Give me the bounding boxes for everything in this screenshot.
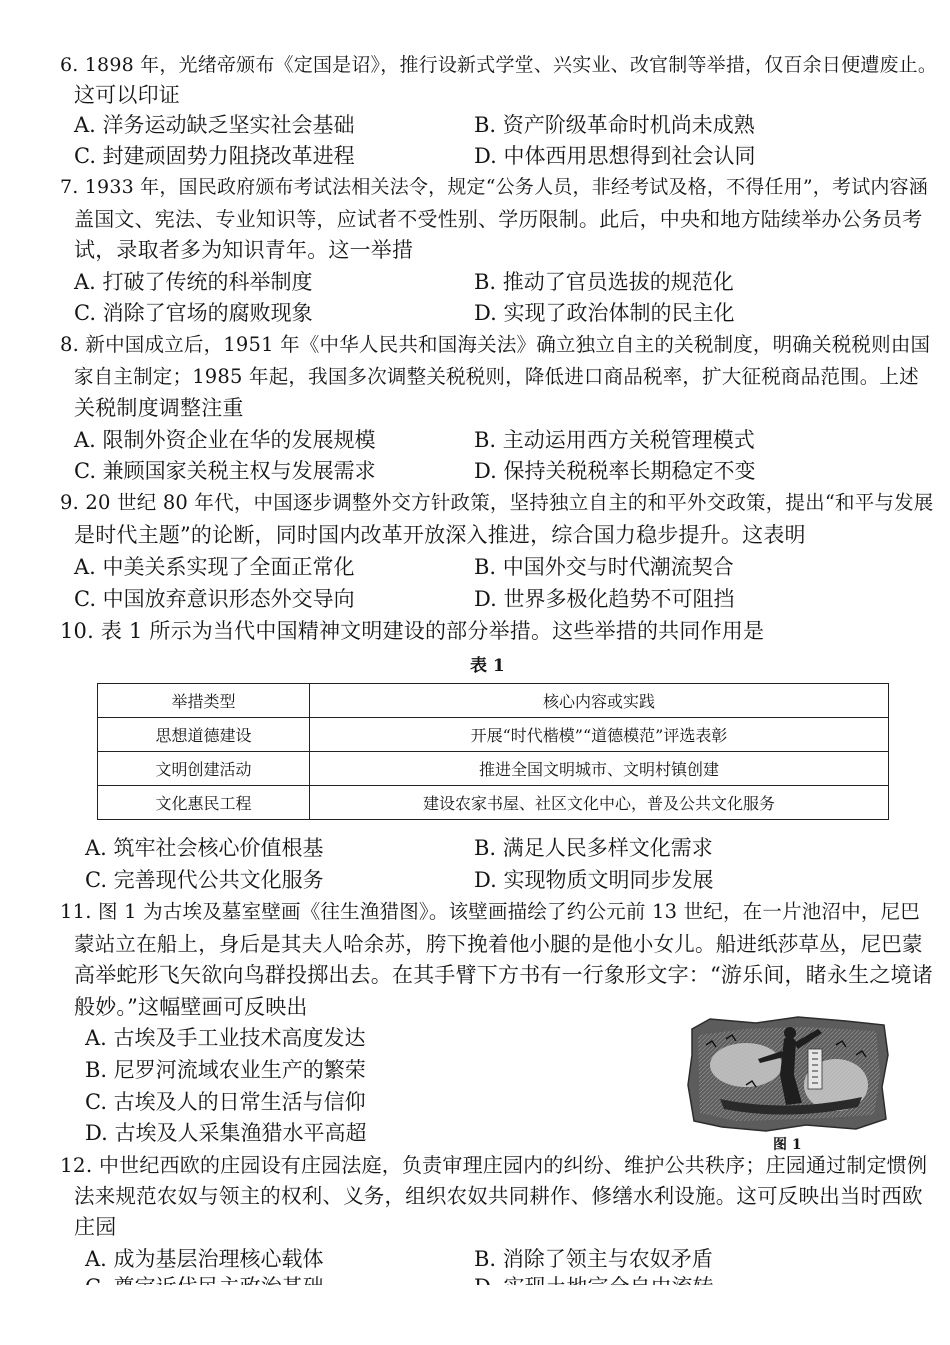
q6-option-b: B. 资产阶级革命时机尚未成熟 bbox=[474, 113, 755, 137]
q8-option-a: A. 限制外资企业在华的发展规模 bbox=[74, 428, 376, 452]
table-cell: 文化惠民工程 bbox=[98, 786, 310, 820]
q9-option-c: C. 中国放弃意识形态外交导向 bbox=[74, 587, 355, 611]
q11-stem-line-1: 11. 图 1 为古埃及墓室壁画《往生渔猎图》。该壁画描绘了约公元前 13 世纪，在一片池沼中，尼巴 bbox=[60, 900, 920, 923]
table-cell: 文明创建活动 bbox=[98, 752, 310, 786]
table-row bbox=[98, 752, 889, 786]
q11-option-d: D. 古埃及人采集渔猎水平高超 bbox=[85, 1121, 367, 1145]
q10-option-b: B. 满足人民多样文化需求 bbox=[474, 836, 713, 860]
q8-stem-line-1: 8. 新中国成立后，1951 年《中华人民共和国海关法》确立独立自主的关税制度，明确关税税则由国 bbox=[60, 333, 931, 356]
q6-option-c: C. 封建顽固势力阻挠改革进程 bbox=[74, 144, 355, 168]
q10-option-c: C. 完善现代公共文化服务 bbox=[85, 868, 324, 892]
q12-option-b: B. 消除了领主与农奴矛盾 bbox=[474, 1247, 713, 1271]
fresco-illustration bbox=[686, 1015, 891, 1133]
q7-option-b: B. 推动了官员选拔的规范化 bbox=[474, 270, 734, 294]
q7-option-c: C. 消除了官场的腐败现象 bbox=[74, 301, 313, 325]
figure-caption: 图 1 bbox=[773, 1137, 802, 1153]
q10-stem-line-1: 10. 表 1 所示为当代中国精神文明建设的部分举措。这些举措的共同作用是 bbox=[60, 619, 765, 643]
table-header-cell: 举措类型 bbox=[98, 684, 310, 718]
q8-option-c: C. 兼顾国家关税主权与发展需求 bbox=[74, 459, 376, 483]
q10-option-d: D. 实现物质文明同步发展 bbox=[474, 868, 714, 892]
q6-option-a: A. 洋务运动缺乏坚实社会基础 bbox=[74, 113, 355, 137]
q8-stem-line-3: 关税制度调整注重 bbox=[74, 396, 244, 420]
q9-stem-line-1: 9. 20 世纪 80 年代，中国逐步调整外交方针政策，坚持独立自主的和平外交政策，提出“和平与发展 bbox=[60, 491, 934, 514]
q11-option-a: A. 古埃及手工业技术高度发达 bbox=[85, 1026, 366, 1050]
table-header-row bbox=[98, 684, 889, 718]
q10-option-a: A. 筑牢社会核心价值根基 bbox=[85, 836, 324, 860]
q8-option-b: B. 主动运用西方关税管理模式 bbox=[474, 428, 755, 452]
q8-option-d: D. 保持关税税率长期稳定不变 bbox=[474, 459, 756, 483]
fresco-image bbox=[686, 1015, 891, 1133]
q9-stem-line-2: 是时代主题”的论断，同时国内改革开放深入推进，综合国力稳步提升。这表明 bbox=[74, 523, 806, 547]
q11-stem-line-4: 般妙。”这幅壁画可反映出 bbox=[74, 995, 308, 1019]
table-cell: 思想道德建设 bbox=[98, 718, 310, 752]
q7-stem-line-2: 盖国文、宪法、专业知识等，应试者不受性别、学历限制。此后，中央和地方陆续举办公务员考 bbox=[74, 207, 923, 231]
q6-option-d: D. 中体西用思想得到社会认同 bbox=[474, 144, 756, 168]
q7-stem-line-1: 7. 1933 年，国民政府颁布考试法相关法令，规定“公务人员，非经考试及格，不得任用”，考试内容涵 bbox=[60, 176, 928, 198]
measures-table bbox=[97, 683, 889, 820]
q8-stem-line-2: 家自主制定；1985 年起，我国多次调整关税税则，降低进口商品税率，扩大征税商品范围。上述 bbox=[74, 365, 919, 388]
table-cell: 建设农家书屋、社区文化中心，普及公共文化服务 bbox=[310, 786, 889, 820]
table-caption: 表 1 bbox=[470, 656, 505, 676]
table-header-cell: 核心内容或实践 bbox=[310, 684, 889, 718]
q7-option-a: A. 打破了传统的科举制度 bbox=[74, 270, 313, 294]
q7-stem-line-3: 试，录取者多为知识青年。这一举措 bbox=[74, 238, 414, 262]
q9-option-d: D. 世界多极化趋势不可阻挡 bbox=[474, 587, 735, 611]
q11-stem-line-2: 蒙站立在船上，身后是其夫人哈余苏，胯下挽着他小腿的是他小女儿。船进纸莎草丛，尼巴蒙 bbox=[74, 932, 923, 956]
table-row bbox=[98, 718, 889, 752]
q12-stem-line-1: 12. 中世纪西欧的庄园设有庄园法庭，负责审理庄园内的纠纷、维护公共秩序；庄园通过制定惯例 bbox=[60, 1153, 928, 1177]
q9-option-b: B. 中国外交与时代潮流契合 bbox=[474, 555, 734, 579]
page-bottom-edge bbox=[0, 1285, 950, 1345]
q11-option-c: C. 古埃及人的日常生活与信仰 bbox=[85, 1090, 366, 1114]
table-cell: 推进全国文明城市、文明村镇创建 bbox=[310, 752, 889, 786]
q12-option-a: A. 成为基层治理核心载体 bbox=[85, 1247, 324, 1271]
table-cell: 开展“时代楷模”“道德模范”评选表彰 bbox=[310, 718, 889, 752]
q6-stem-line-2: 这可以印证 bbox=[74, 83, 180, 107]
q11-stem-line-3: 高举蛇形飞矢欲向鸟群投掷出去。在其手臂下方书有一行象形文字：“游乐间，睹永生之境诸 bbox=[74, 963, 933, 987]
q12-stem-line-3: 庄园 bbox=[74, 1215, 117, 1239]
q11-option-b: B. 尼罗河流域农业生产的繁荣 bbox=[85, 1058, 366, 1082]
q7-option-d: D. 实现了政治体制的民主化 bbox=[474, 301, 735, 325]
table-row bbox=[98, 786, 889, 820]
q9-option-a: A. 中美关系实现了全面正常化 bbox=[74, 555, 355, 579]
q12-stem-line-2: 法来规范农奴与领主的权利、义务，组织农奴共同耕作、修缮水利设施。这可反映出当时西欧 bbox=[74, 1184, 923, 1208]
q6-stem-line-1: 6. 1898 年，光绪帝颁布《定国是诏》，推行设新式学堂、兴实业、改官制等举措，仅百余日便遭废止。 bbox=[60, 54, 938, 76]
